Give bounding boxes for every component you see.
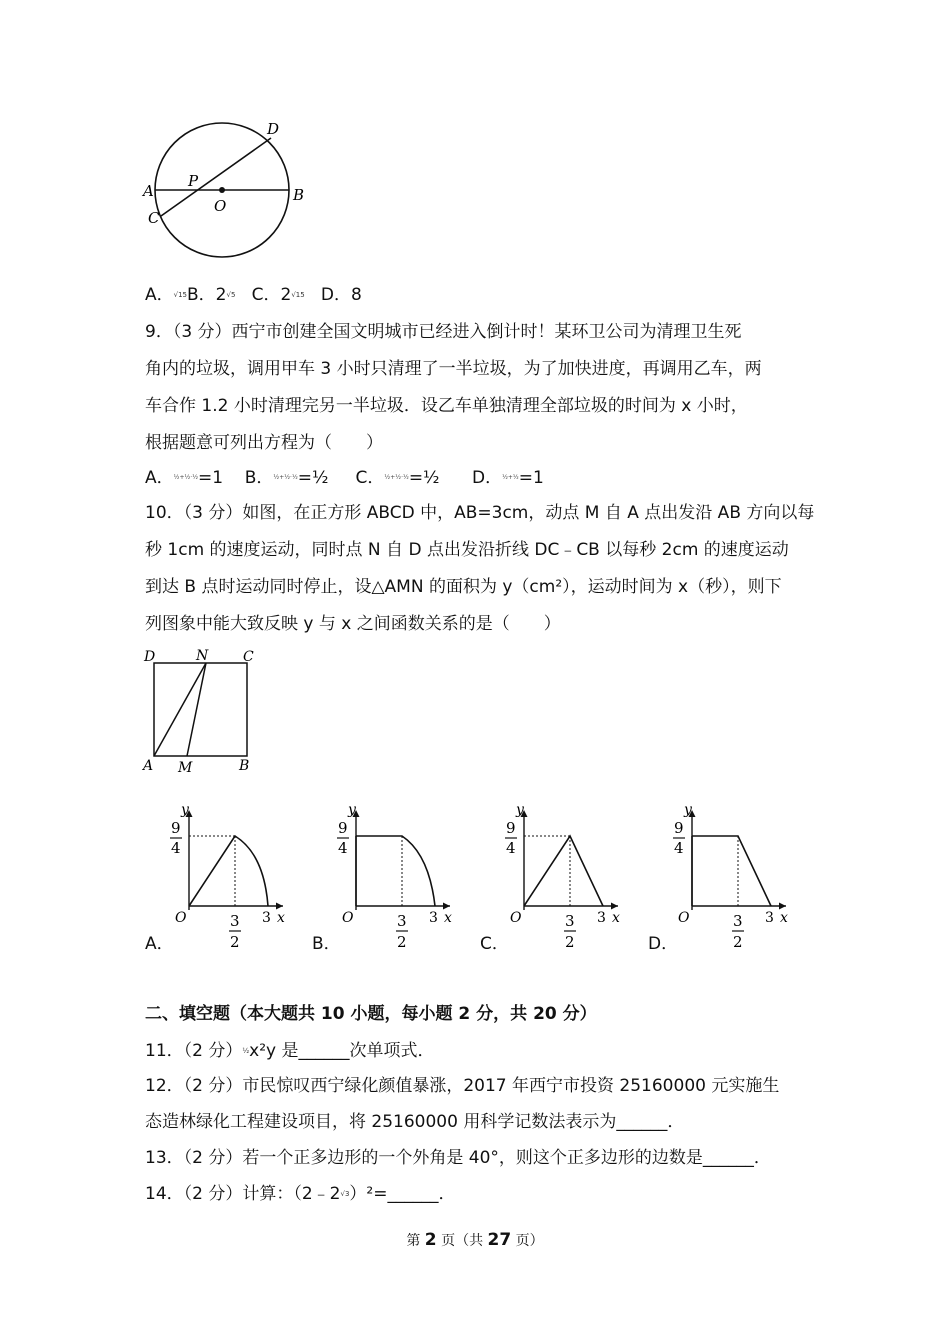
label-x-numerator: 3 — [733, 912, 743, 930]
label-x-denominator: 2 — [565, 933, 575, 951]
label-x: x — [780, 910, 788, 926]
label-d: D — [267, 120, 280, 138]
x-axis-arrow — [443, 903, 450, 910]
footer-post: 页） — [511, 1233, 544, 1249]
q10-line-4: 列图象中能大致反映 y 与 x 之间函数关系的是（ ） — [145, 614, 561, 634]
q10-option-label-a: A． — [145, 934, 174, 954]
label-y-numerator: 9 — [506, 819, 516, 837]
segment-an — [154, 663, 206, 756]
label-a: A — [143, 182, 154, 200]
q9-option-a-frac: ½+½·½ — [173, 474, 199, 481]
footer-page-number: 2 — [424, 1230, 437, 1250]
q10-option-label-c: C． — [480, 934, 509, 954]
q10-option-label-b: B． — [312, 934, 341, 954]
label-c: C — [148, 209, 160, 227]
label-x-three: 3 — [262, 910, 271, 926]
label-y: y — [516, 802, 524, 818]
label-b: B — [293, 186, 305, 204]
label-y-numerator: 9 — [674, 819, 684, 837]
q10-line-2: 秒 1cm 的速度运动，同时点 N 自 D 点出发沿折线 DC﹣CB 以每秒 2cm 的速度运动 — [145, 540, 789, 560]
q9-option-d-tail: =1 — [518, 468, 544, 488]
q14-radical: √3 — [340, 1190, 350, 1198]
label-x: x — [444, 910, 452, 926]
label-y-denominator: 4 — [338, 839, 348, 857]
label-d: D — [144, 649, 156, 665]
label-y: y — [181, 802, 189, 818]
section-2-title: 二、填空题（本大题共 10 小题，每小题 2 分，共 20 分） — [145, 1004, 597, 1024]
graph-option-c — [500, 802, 625, 952]
square-figure — [140, 645, 265, 777]
graph-option-a — [165, 802, 290, 952]
label-origin: O — [678, 910, 690, 926]
label-origin: O — [342, 910, 354, 926]
label-x-numerator: 3 — [565, 912, 575, 930]
x-axis-arrow — [779, 903, 786, 910]
q8-option-a: A． — [145, 285, 174, 305]
q8-option-d: D．8 — [320, 285, 362, 305]
function-curve — [692, 836, 771, 906]
q8-option-c: C．2 — [251, 285, 292, 305]
label-y-numerator: 9 — [171, 819, 181, 837]
label-x-three: 3 — [597, 910, 606, 926]
q8-option-c-radical: √15 — [291, 291, 305, 299]
label-y-numerator: 9 — [338, 819, 348, 837]
q9-line-4: 根据题意可列出方程为（ ） — [145, 433, 383, 453]
q13-line: 13．（2 分）若一个正多边形的一个外角是 40°，则这个正多边形的边数是______． — [145, 1148, 771, 1168]
q8-option-b: B．2 — [187, 285, 227, 305]
label-x-denominator: 2 — [733, 933, 743, 951]
square-abcd — [154, 663, 247, 756]
q9-option-b: B． — [244, 468, 274, 488]
label-x-three: 3 — [429, 910, 438, 926]
label-y-denominator: 4 — [674, 839, 684, 857]
q9-options — [145, 467, 544, 489]
q9-option-d-frac: ½+½ — [502, 474, 519, 481]
circle-figure — [138, 115, 318, 265]
graph-option-b — [332, 802, 457, 952]
q11-tail: x²y 是______次单项式． — [249, 1041, 435, 1061]
q10-line-3: 到达 B 点时运动同时停止，设△AMN 的面积为 y（cm²），运动时间为 x（秒），则下 — [145, 577, 782, 597]
q14-line — [145, 1183, 455, 1205]
function-curve — [356, 836, 435, 906]
q8-option-a-radical: √15 — [173, 291, 188, 299]
q9-option-c: C． — [355, 468, 385, 488]
q8-options — [145, 284, 362, 306]
q9-option-a: A． — [145, 468, 174, 488]
footer-total-pages: 27 — [487, 1230, 512, 1250]
label-p: P — [188, 172, 199, 190]
q8-option-b-radical: √5 — [226, 291, 236, 299]
q9-option-a-tail: =1 — [198, 468, 224, 488]
q9-option-c-tail: =½ — [408, 468, 440, 488]
q14-tail: ）²=______． — [349, 1184, 456, 1204]
label-c: C — [243, 649, 254, 665]
q12-line-1: 12．（2 分）市民惊叹西宁绿化颜值暴涨，2017 年西宁市投资 25160000 元实施生 — [145, 1076, 780, 1096]
q9-option-c-frac: ½+½·½ — [384, 474, 409, 481]
label-origin: O — [175, 910, 187, 926]
q9-line-2: 角内的垃圾，调用甲车 3 小时只清理了一半垃圾，为了加快进度，再调用乙车，两 — [145, 359, 762, 379]
function-curve — [189, 836, 268, 906]
footer-mid: 页（共 — [436, 1233, 488, 1249]
x-axis-arrow — [611, 903, 618, 910]
label-b: B — [239, 758, 250, 774]
footer-pre: 第 — [406, 1233, 425, 1249]
q10-line-1: 10．（3 分）如图，在正方形 ABCD 中，AB=3cm，动点 M 自 A 点出发沿 AB 方向以每 — [145, 503, 815, 523]
page-footer — [0, 1230, 950, 1250]
label-x-numerator: 3 — [230, 912, 240, 930]
label-y-denominator: 4 — [506, 839, 516, 857]
label-x-numerator: 3 — [397, 912, 407, 930]
label-y: y — [348, 802, 356, 818]
q14-prefix: 14．（2 分）计算：（2﹣2 — [145, 1184, 341, 1204]
label-x: x — [612, 910, 620, 926]
label-x: x — [277, 910, 285, 926]
q9-option-b-frac: ½+½·½ — [273, 474, 298, 481]
q11-prefix: 11．（2 分） — [145, 1041, 243, 1061]
label-m: M — [178, 760, 193, 776]
label-x-denominator: 2 — [397, 933, 407, 951]
center-point — [219, 187, 225, 193]
graph-option-d — [668, 802, 793, 952]
q11-coefficient: ½ — [242, 1047, 250, 1055]
segment-mn — [187, 663, 206, 756]
q11-line — [145, 1040, 435, 1062]
q9-line-3: 车合作 1.2 小时清理完另一半垃圾．设乙车单独清理全部垃圾的时间为 x 小时， — [145, 396, 748, 416]
label-y-denominator: 4 — [171, 839, 181, 857]
q9-option-d: D． — [471, 468, 503, 488]
function-curve — [524, 836, 603, 906]
label-origin: O — [510, 910, 522, 926]
q9-line-1: 9．（3 分）西宁市创建全国文明城市已经进入倒计时！某环卫公司为清理卫生死 — [145, 322, 742, 342]
label-x-denominator: 2 — [230, 933, 240, 951]
x-axis-arrow — [276, 903, 283, 910]
q12-line-2: 态造林绿化工程建设项目，将 25160000 用科学记数法表示为______． — [145, 1112, 685, 1132]
q10-option-label-d: D． — [648, 934, 679, 954]
label-a: A — [143, 758, 154, 774]
label-n: N — [196, 648, 209, 664]
label-y: y — [684, 802, 692, 818]
q9-option-b-tail: =½ — [297, 468, 329, 488]
label-x-three: 3 — [765, 910, 774, 926]
label-o: O — [214, 197, 227, 215]
